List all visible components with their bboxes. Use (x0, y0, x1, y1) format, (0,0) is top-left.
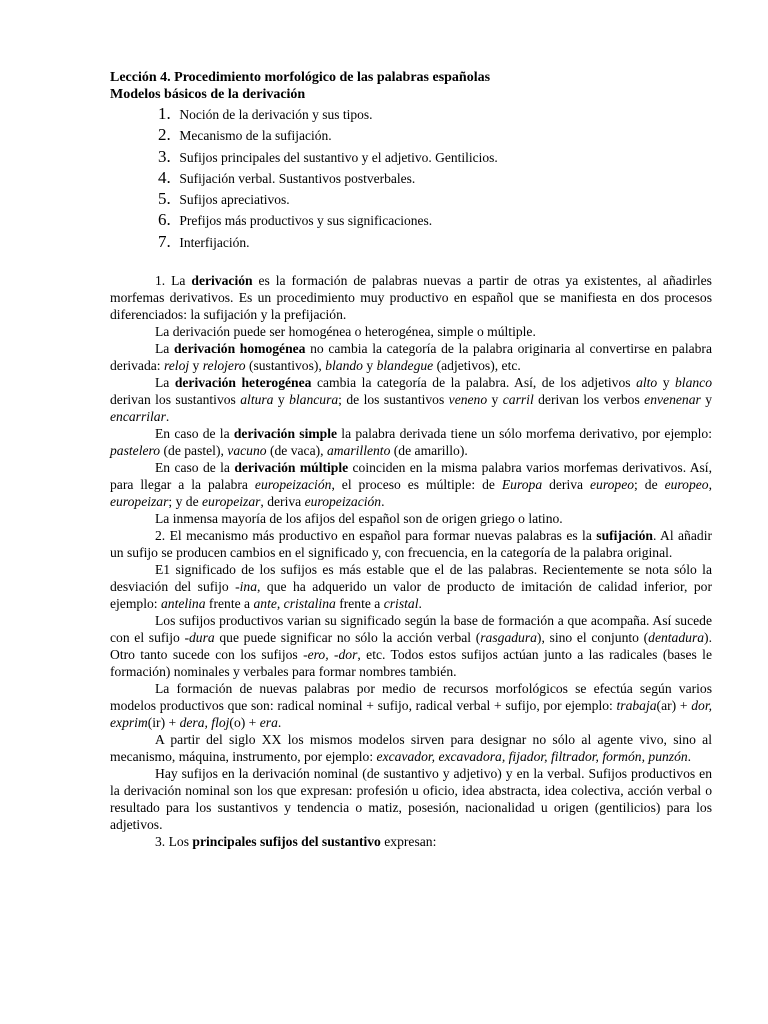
text-run: . (165, 409, 170, 425)
paragraph (110, 833, 712, 850)
italic-example: veneno (448, 392, 488, 408)
text-run: 3. Los (155, 834, 193, 850)
lesson-subtitle: Modelos básicos de la derivación (110, 87, 306, 102)
text-run: (ar) + (656, 698, 692, 714)
paragraph (110, 272, 712, 323)
toc-item (158, 210, 712, 231)
toc-item-text: Noción de la derivación y sus tipos. (176, 107, 373, 122)
text-run: La (155, 341, 174, 357)
paragraph (110, 527, 712, 561)
paragraph (110, 323, 712, 340)
paragraph (110, 425, 712, 459)
text-run: Los sufijos productivos varian su significado según la base de formación a que acompaña. Así sucede con el sufijo (110, 613, 712, 646)
text-run: no cambia la categoría de la palabra originaria al convertirse en palabra derivada: (110, 341, 712, 374)
italic-example: europeizar (202, 494, 261, 510)
italic-example: europeo (590, 477, 635, 493)
text-run: (ir) + (147, 715, 180, 731)
text-run: y (189, 358, 203, 374)
toc-item-text: Interfijación. (176, 234, 250, 250)
italic-example: europeización (304, 494, 382, 510)
bold-term: principales sufijos del sustantivo (192, 834, 381, 850)
italic-example: europeización (254, 477, 332, 493)
text-run: ; de los sustantivos (338, 392, 449, 408)
text-run: frente a (335, 596, 384, 612)
text-run: (de pastel), (160, 443, 228, 459)
italic-example: carril (502, 392, 534, 408)
toc-item-text: Sufijación verbal. Sustantivos postverbales. (176, 170, 416, 186)
text-run: A partir del siglo XX los mismos modelos sirven para designar no sólo al agente vivo, sino al mecanismo, máquina, instrumento, por ejemplo: (110, 732, 712, 765)
italic-example: -ina (235, 579, 258, 595)
italic-example: reloj (163, 358, 190, 374)
text-run: ; de (634, 477, 665, 493)
italic-example: trabaja (616, 698, 657, 714)
text-run: coinciden en la misma palabra varios morfemas derivativos. Así, para llegar a la palabra (110, 460, 712, 493)
text-run: y (362, 358, 377, 374)
italic-example: pastelero (110, 443, 161, 459)
italic-example: encarrilar (110, 409, 166, 425)
text-run: En caso de la (155, 460, 235, 476)
italic-example: era (259, 715, 278, 731)
toc-item (158, 104, 712, 125)
text-run: y (657, 375, 675, 391)
text-run: , (708, 477, 713, 493)
text-run: y (273, 392, 290, 408)
text-run: derivan los verbos (533, 392, 645, 408)
text-run: , etc. Todos estos sufijos actúan junto a las radicales (bases le formación) nominales y verbales para formar nombres también. (110, 647, 712, 680)
paragraph (110, 340, 712, 374)
italic-example: europeizar (110, 494, 169, 510)
text-run: es la formación de palabras nuevas a partir de otras ya existentes, al añadirles morfemas derivativos. Es un procedimiento muy productivo en español que se manifiesta en dos procesos diferenciados: la sufijación y la prefijación. (110, 273, 712, 323)
toc-item-number: 3. (158, 146, 171, 166)
text-run: . Al añadir un sufijo se producen cambios en el significado y, con frecuencia, en la categoría de la palabra original. (110, 528, 712, 561)
bold-term: sufijación (596, 528, 653, 544)
toc-item-number: 5. (158, 189, 171, 209)
text-run: , deriva (260, 494, 305, 510)
body-text (110, 272, 712, 850)
paragraph (110, 510, 712, 527)
bold-term: derivación múltiple (234, 460, 349, 476)
italic-example: Europa (501, 477, 543, 493)
text-run: que puede significar no sólo la acción verbal ( (214, 630, 481, 646)
text-run: La derivación puede ser homogénea o heterogénea, simple o múltiple. (155, 324, 536, 340)
italic-example: blanco (675, 375, 712, 391)
italic-example: dentadura (648, 630, 705, 646)
toc-item-number: 2. (158, 125, 171, 145)
italic-example: amarillento (326, 443, 391, 459)
text-run: . (381, 494, 385, 510)
paragraph (110, 731, 712, 765)
italic-example: antelina (160, 596, 206, 612)
italic-example: excavador, excavadora, fijador, filtrador, formón, punzón (376, 749, 688, 765)
italic-example: ante (253, 596, 277, 612)
text-run: (de amarillo). (390, 443, 468, 459)
italic-example: cristalina (283, 596, 336, 612)
text-run: , el proceso es múltiple: de (331, 477, 502, 493)
toc-item (158, 168, 712, 189)
bold-term: derivación homogénea (173, 341, 306, 357)
text-run: . (418, 596, 422, 612)
toc-item-text: Sufijos principales del sustantivo y el adjetivo. Gentilicios. (176, 149, 498, 165)
text-run: frente a (205, 596, 254, 612)
italic-example: rasgadura (480, 630, 537, 646)
toc-item (158, 232, 712, 253)
text-run: (adjetivos), etc. (433, 358, 521, 374)
toc-item-number: 7. (158, 231, 171, 251)
italic-example: dera, floj (179, 715, 230, 731)
italic-example: blandegue (376, 358, 434, 374)
italic-example: alto (636, 375, 658, 391)
text-run: (sustantivos), (245, 358, 326, 374)
toc-item (158, 125, 712, 146)
text-run: . (277, 715, 282, 731)
text-run: la palabra derivada tiene un sólo morfema derivativo, por ejemplo: (337, 426, 712, 442)
paragraph (110, 561, 712, 612)
text-run: (o) + (229, 715, 260, 731)
italic-example: -ero, -dor (303, 647, 358, 663)
toc-item-number: 1. (158, 104, 171, 123)
text-run: (de vaca), (266, 443, 327, 459)
toc-item-text: Mecanismo de la sufijación. (176, 128, 332, 144)
text-run: cambia la categoría de la palabra. Así, de los adjetivos (311, 375, 637, 391)
italic-example: europeo (664, 477, 709, 493)
toc-item-text: Sufijos apreciativos. (176, 192, 290, 208)
toc-item (158, 147, 712, 168)
text-run: La inmensa mayoría de los afijos del español son de origen griego o latino. (155, 511, 563, 527)
paragraph (110, 374, 712, 425)
text-run: . (687, 749, 692, 765)
toc-item (158, 189, 712, 210)
text-run: deriva (542, 477, 590, 493)
italic-example: relojero (202, 358, 246, 374)
italic-example: blando (325, 358, 363, 374)
italic-example: altura (240, 392, 274, 408)
italic-example: cristal (383, 596, 419, 612)
text-run: 1. La (155, 273, 192, 289)
text-run: , que ha adquerido un valor de producto de imitación de calidad inferior, por ejemplo: (110, 579, 712, 612)
toc-item-number: 4. (158, 167, 171, 187)
text-run: y (487, 392, 503, 408)
text-run: , (276, 596, 284, 612)
bold-term: derivación heterogénea (174, 375, 312, 391)
paragraph (110, 765, 712, 833)
text-run: expresan: (380, 834, 437, 850)
toc-item-number: 6. (158, 210, 171, 230)
bold-term: derivación simple (233, 426, 338, 442)
italic-example: vacuno (227, 443, 267, 459)
lesson-title: Lección 4. Procedimiento morfológico de las palabras españolas (110, 70, 491, 85)
text-run: E1 significado de los sufijos es más estable que el de las palabras. Recientemente se nota sólo la desviación del sufijo (110, 562, 712, 595)
italic-example: dor, exprim (110, 698, 713, 731)
text-run: ; y de (168, 494, 203, 510)
text-run: La (155, 375, 175, 391)
text-run: La formación de nuevas palabras por medio de recursos morfológicos se efectúa según varios modelos productivos que son: radical nominal + sufijo, radical verbal + sufijo, por ejemplo: (110, 681, 712, 714)
bold-term: derivación (191, 273, 253, 289)
table-of-contents (110, 104, 712, 253)
italic-example: blancura (289, 392, 339, 408)
italic-example: envenenar (644, 392, 701, 408)
paragraph (110, 680, 712, 731)
paragraph (110, 612, 712, 680)
text-run: ), sino el conjunto ( (536, 630, 649, 646)
text-run: y (700, 392, 712, 408)
text-run: derivan los sustantivos (110, 392, 241, 408)
paragraph (110, 459, 712, 510)
text-run: 2. El mecanismo más productivo en español para formar nuevas palabras es la (155, 528, 597, 544)
italic-example: -dura (184, 630, 215, 646)
toc-item-text: Prefijos más productivos y sus significaciones. (176, 213, 433, 229)
text-run: Hay sufijos en la derivación nominal (de sustantivo y adjetivo) y en la verbal. Sufijos productivos en la derivación nominal son los que expresan: profesión u oficio, idea abstracta, idea colectiva, acción verbal o resultado para los sustantivos y tendencia o matiz, posesión, nacionalidad u origen (gentilicios) para los adjetivos. (110, 766, 712, 833)
text-run: ). Otro tanto sucede con los sufijos (110, 630, 712, 663)
text-run: En caso de la (155, 426, 234, 442)
